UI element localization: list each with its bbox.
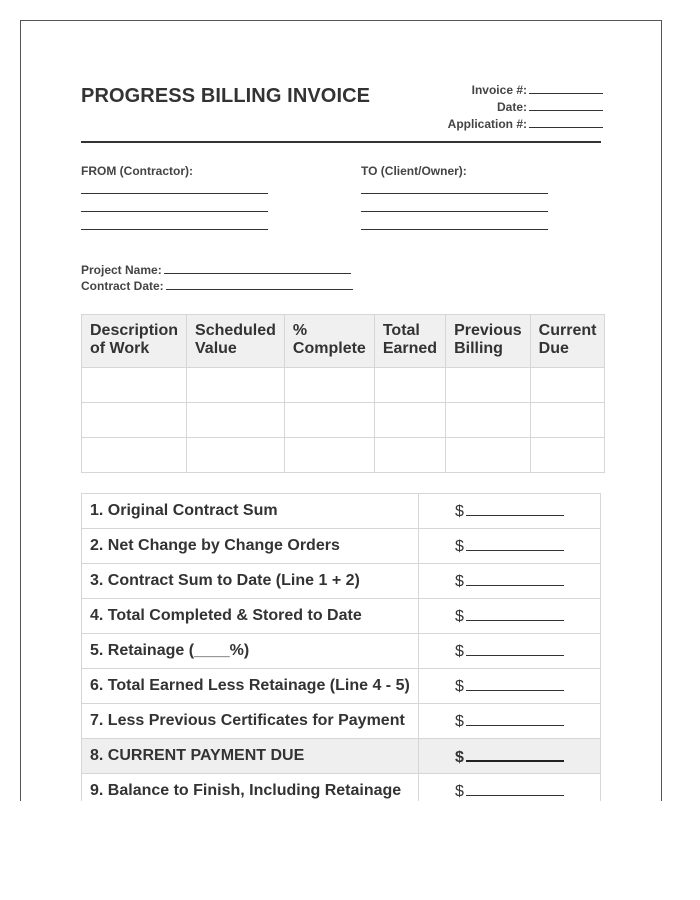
project-name-row bbox=[81, 262, 353, 278]
currency-symbol: $ bbox=[455, 503, 464, 520]
summary-amount-field[interactable] bbox=[419, 634, 601, 669]
summary-label: 6. Total Earned Less Retainage (Line 4 - 5) bbox=[82, 669, 419, 704]
application-number-field[interactable] bbox=[529, 116, 603, 128]
summary-row-net-change bbox=[82, 529, 601, 564]
summary-amount-field[interactable] bbox=[419, 774, 601, 802]
currency-symbol: $ bbox=[455, 713, 464, 730]
summary-label: 8. CURRENT PAYMENT DUE bbox=[82, 739, 419, 774]
amount-line bbox=[466, 536, 564, 551]
contract-date-row bbox=[81, 278, 353, 294]
summary-table bbox=[81, 493, 601, 801]
summary-amount-field[interactable] bbox=[419, 564, 601, 599]
summary-amount-field[interactable] bbox=[419, 494, 601, 529]
currency-symbol: $ bbox=[455, 573, 464, 590]
date-field[interactable] bbox=[529, 99, 603, 111]
header-divider bbox=[81, 141, 601, 143]
from-label: FROM (Contractor): bbox=[81, 164, 193, 178]
invoice-page bbox=[20, 20, 662, 801]
currency-symbol: $ bbox=[455, 783, 464, 800]
from-line-2[interactable] bbox=[81, 194, 268, 212]
summary-label: 4. Total Completed & Stored to Date bbox=[82, 599, 419, 634]
from-line-3[interactable] bbox=[81, 212, 268, 230]
summary-row-current-payment-due bbox=[82, 739, 601, 774]
work-table bbox=[81, 314, 605, 473]
currency-symbol: $ bbox=[455, 643, 464, 660]
summary-row-total-completed bbox=[82, 599, 601, 634]
table-cell[interactable] bbox=[374, 403, 445, 438]
project-name-label: Project Name: bbox=[81, 263, 162, 277]
summary-label: 3. Contract Sum to Date (Line 1 + 2) bbox=[82, 564, 419, 599]
amount-line bbox=[466, 571, 564, 586]
table-cell[interactable] bbox=[446, 438, 531, 473]
summary-row-balance-to-finish bbox=[82, 774, 601, 802]
application-number-row bbox=[448, 116, 603, 133]
summary-label: 1. Original Contract Sum bbox=[82, 494, 419, 529]
summary-label: 7. Less Previous Certificates for Payment bbox=[82, 704, 419, 739]
currency-symbol: $ bbox=[455, 538, 464, 555]
column-header-scheduled-value: Scheduled Value bbox=[187, 315, 285, 368]
amount-line bbox=[466, 746, 564, 762]
table-cell[interactable] bbox=[82, 438, 187, 473]
table-cell[interactable] bbox=[82, 368, 187, 403]
table-cell[interactable] bbox=[446, 403, 531, 438]
column-header-current-due: Current Due bbox=[530, 315, 605, 368]
table-row bbox=[82, 403, 605, 438]
summary-amount-field[interactable] bbox=[419, 669, 601, 704]
table-cell[interactable] bbox=[530, 403, 605, 438]
column-header-description: Description of Work bbox=[82, 315, 187, 368]
to-label: TO (Client/Owner): bbox=[361, 164, 467, 178]
summary-row-total-earned-less-retainage bbox=[82, 669, 601, 704]
table-cell[interactable] bbox=[446, 368, 531, 403]
invoice-number-field[interactable] bbox=[529, 82, 603, 94]
to-line-1[interactable] bbox=[361, 180, 548, 194]
currency-symbol: $ bbox=[455, 608, 464, 625]
table-cell[interactable] bbox=[187, 368, 285, 403]
to-line-2[interactable] bbox=[361, 194, 548, 212]
table-cell[interactable] bbox=[187, 403, 285, 438]
amount-line bbox=[466, 711, 564, 726]
summary-amount-field[interactable] bbox=[419, 599, 601, 634]
project-section bbox=[81, 262, 353, 294]
table-row bbox=[82, 438, 605, 473]
table-cell[interactable] bbox=[82, 403, 187, 438]
amount-line bbox=[466, 606, 564, 621]
summary-amount-field[interactable] bbox=[419, 529, 601, 564]
table-cell[interactable] bbox=[284, 403, 374, 438]
amount-line bbox=[466, 501, 564, 516]
from-line-1[interactable] bbox=[81, 180, 268, 194]
column-header-total-earned: Total Earned bbox=[374, 315, 445, 368]
summary-label: 2. Net Change by Change Orders bbox=[82, 529, 419, 564]
table-cell[interactable] bbox=[284, 438, 374, 473]
summary-row-previous-certificates bbox=[82, 704, 601, 739]
column-header-percent-complete: % Complete bbox=[284, 315, 374, 368]
amount-line bbox=[466, 641, 564, 656]
table-cell[interactable] bbox=[187, 438, 285, 473]
table-cell[interactable] bbox=[374, 368, 445, 403]
contract-date-label: Contract Date: bbox=[81, 279, 164, 293]
currency-symbol: $ bbox=[455, 748, 464, 766]
contract-date-field[interactable] bbox=[166, 278, 353, 290]
summary-label: 9. Balance to Finish, Including Retainage bbox=[82, 774, 419, 802]
invoice-number-row bbox=[448, 82, 603, 99]
table-cell[interactable] bbox=[530, 368, 605, 403]
to-line-3[interactable] bbox=[361, 212, 548, 230]
amount-line bbox=[466, 781, 564, 796]
table-cell[interactable] bbox=[374, 438, 445, 473]
summary-row-contract-sum-to-date bbox=[82, 564, 601, 599]
amount-line bbox=[466, 676, 564, 691]
table-cell[interactable] bbox=[284, 368, 374, 403]
summary-row-retainage bbox=[82, 634, 601, 669]
date-label: Date: bbox=[496, 100, 527, 114]
currency-symbol: $ bbox=[455, 678, 464, 695]
project-name-field[interactable] bbox=[164, 262, 351, 274]
summary-amount-field[interactable] bbox=[419, 704, 601, 739]
summary-amount-field[interactable] bbox=[419, 739, 601, 774]
invoice-number-label: Invoice #: bbox=[471, 83, 527, 97]
work-table-header bbox=[82, 315, 605, 368]
invoice-title: PROGRESS BILLING INVOICE bbox=[81, 85, 371, 107]
column-header-previous-billing: Previous Billing bbox=[446, 315, 531, 368]
table-row bbox=[82, 368, 605, 403]
summary-row-original-contract-sum bbox=[82, 494, 601, 529]
table-cell[interactable] bbox=[530, 438, 605, 473]
invoice-meta bbox=[448, 82, 603, 133]
to-section bbox=[361, 164, 561, 230]
from-section bbox=[81, 164, 281, 230]
summary-label: 5. Retainage (____%) bbox=[82, 634, 419, 669]
application-number-label: Application #: bbox=[447, 117, 527, 131]
date-row bbox=[448, 99, 603, 116]
